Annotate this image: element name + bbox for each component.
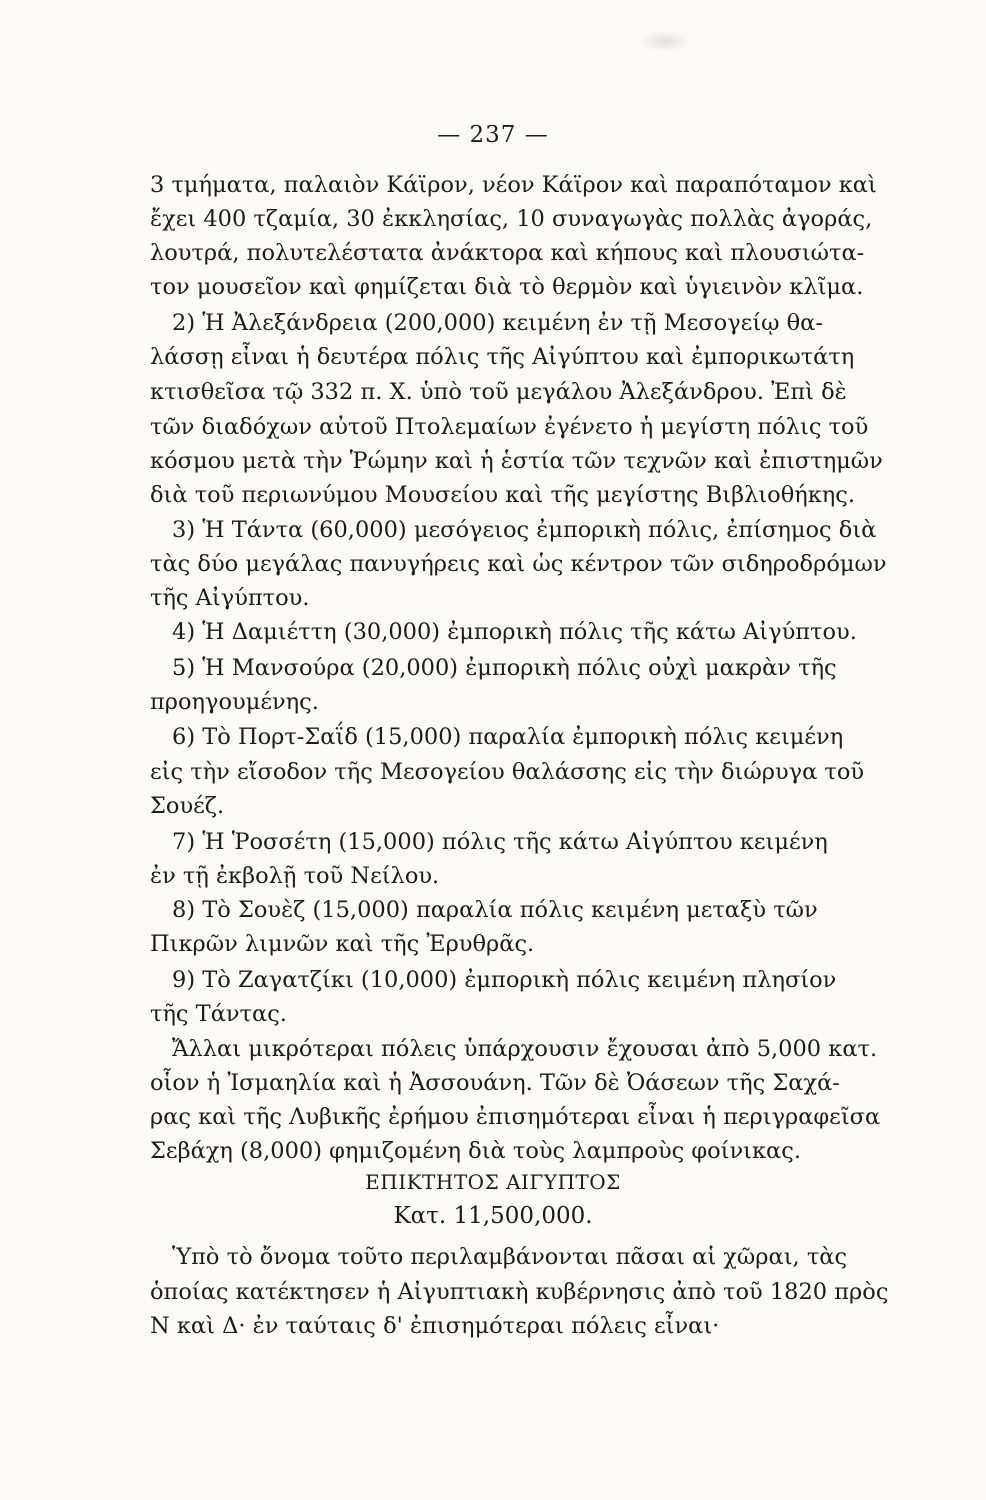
text-line: Ν καὶ Δ· ἐν ταύταις δ' ἐπισημότεραι πόλεις εἶναι· [150, 1313, 720, 1339]
text-line: τῶν διαδόχων αὐτοῦ Πτολεμαίων ἐγένετο ἡ μεγίστη πόλις τοῦ [150, 414, 869, 440]
text-line: Πικρῶν λιμνῶν καὶ τῆς Ἐρυθρᾶς. [150, 931, 535, 957]
text-line: 4) Ἡ Δαμιέττη (30,000) ἐμπορικὴ πόλις τῆς κάτω Αἰγύπτου. [172, 619, 857, 645]
text-line: ἔχει 400 τζαμία, 30 ἐκκλησίας, 10 συναγωγὰς πολλὰς ἀγοράς, [150, 206, 873, 232]
text-line: Σεβάχη (8,000) φημιζομένη διὰ τοὺς λαμπροὺς φοίνικας. [150, 1138, 802, 1164]
text-line: 8) Τὸ Σουὲζ (15,000) παραλία πόλις κειμένη μεταξὺ τῶν [172, 897, 818, 923]
section-population: Κατ. 11,500,000. [393, 1203, 593, 1229]
text-line: προηγουμένης. [150, 689, 319, 715]
text-line: ἐν τῇ ἐκβολῇ τοῦ Νείλου. [150, 863, 440, 889]
page-number: — 237 — [437, 122, 549, 148]
text-line: 3 τμήματα, παλαιὸν Κάϊρον, νέον Κάϊρον καὶ παραπόταμον καὶ [150, 172, 877, 198]
text-line: λάσσῃ εἶναι ἡ δευτέρα πόλις τῆς Αἰγύπτου καὶ ἐμπορικωτάτη [150, 344, 855, 370]
text-line: 2) Ἡ Ἀλεξάνδρεια (200,000) κειμένη ἐν τῇ Μεσογείῳ θα- [172, 310, 823, 336]
text-line: 3) Ἡ Τάντα (60,000) μεσόγειος ἐμπορικὴ πόλις, ἐπίσημος διὰ [172, 517, 877, 543]
text-line: ὁποίας κατέκτησεν ἡ Αἰγυπτιακὴ κυβέρνησις ἀπὸ τοῦ 1820 πρὸς [150, 1279, 889, 1305]
text-line: 5) Ἡ Μανσούρα (20,000) ἐμπορικὴ πόλις οὐχὶ μακρὰν τῆς [172, 655, 837, 681]
text-line: 6) Τὸ Πορτ-Σαΐδ (15,000) παραλία ἐμπορικὴ πόλις κειμένη [172, 724, 844, 750]
text-line: τῆς Τάντας. [150, 1001, 287, 1027]
text-line: τὰς δύο μεγάλας πανυγήρεις καὶ ὡς κέντρον τῶν σιδηροδρόμων [150, 551, 887, 577]
text-line: κόσμου μετὰ τὴν Ῥώμην καὶ ἡ ἑστία τῶν τεχνῶν καὶ ἐπιστημῶν [150, 448, 883, 474]
text-line: ρας καὶ τῆς Λυβικῆς ἐρήμου ἐπισημότεραι εἶναι ἡ περιγραφεῖσα [150, 1104, 881, 1130]
text-line: λουτρά, πολυτελέστατα ἀνάκτορα καὶ κήπους καὶ πλουσιώτα- [150, 240, 865, 266]
text-line: τῆς Αἰγύπτου. [150, 585, 310, 611]
text-line: 7) Ἡ Ῥοσσέτη (15,000) πόλις τῆς κάτω Αἰγύπτου κειμένη [172, 829, 828, 855]
section-heading: ΕΠΙΚΤΗΤΟΣ ΑΙΓΥΠΤΟΣ [365, 1170, 621, 1194]
text-line: 9) Τὸ Ζαγατζίκι (10,000) ἐμπορικὴ πόλις κειμένη πλησίον [172, 967, 837, 993]
text-line: κτισθεῖσα τῷ 332 π. Χ. ὑπὸ τοῦ μεγάλου Ἀλεξάνδρου. Ἐπὶ δὲ [150, 379, 847, 405]
text-line: Ἄλλαι μικρότεραι πόλεις ὑπάρχουσιν ἔχουσαι ἀπὸ 5,000 κατ. [172, 1036, 878, 1062]
text-line: διὰ τοῦ περιωνύμου Μουσείου καὶ τῆς μεγίστης Βιβλιοθήκης. [150, 482, 856, 508]
text-line: οἷον ἡ Ἰσμαηλία καὶ ἡ Ἀσσουάνη. Τῶν δὲ Ὀάσεων τῆς Σαχά- [150, 1070, 840, 1096]
paper-stain [640, 30, 690, 52]
text-line: εἰς τὴν εἴσοδον τῆς Μεσογείου θαλάσσης εἰς τὴν διώρυγα τοῦ [150, 759, 865, 785]
text-line: Ὑπὸ τὸ ὄνομα τοῦτο περιλαμβάνονται πᾶσαι αἱ χῶραι, τὰς [172, 1244, 848, 1270]
text-line: τον μουσεῖον καὶ φημίζεται διὰ τὸ θερμὸν καὶ ὑγιεινὸν κλῖμα. [150, 274, 864, 300]
text-line: Σουέζ. [150, 793, 225, 819]
